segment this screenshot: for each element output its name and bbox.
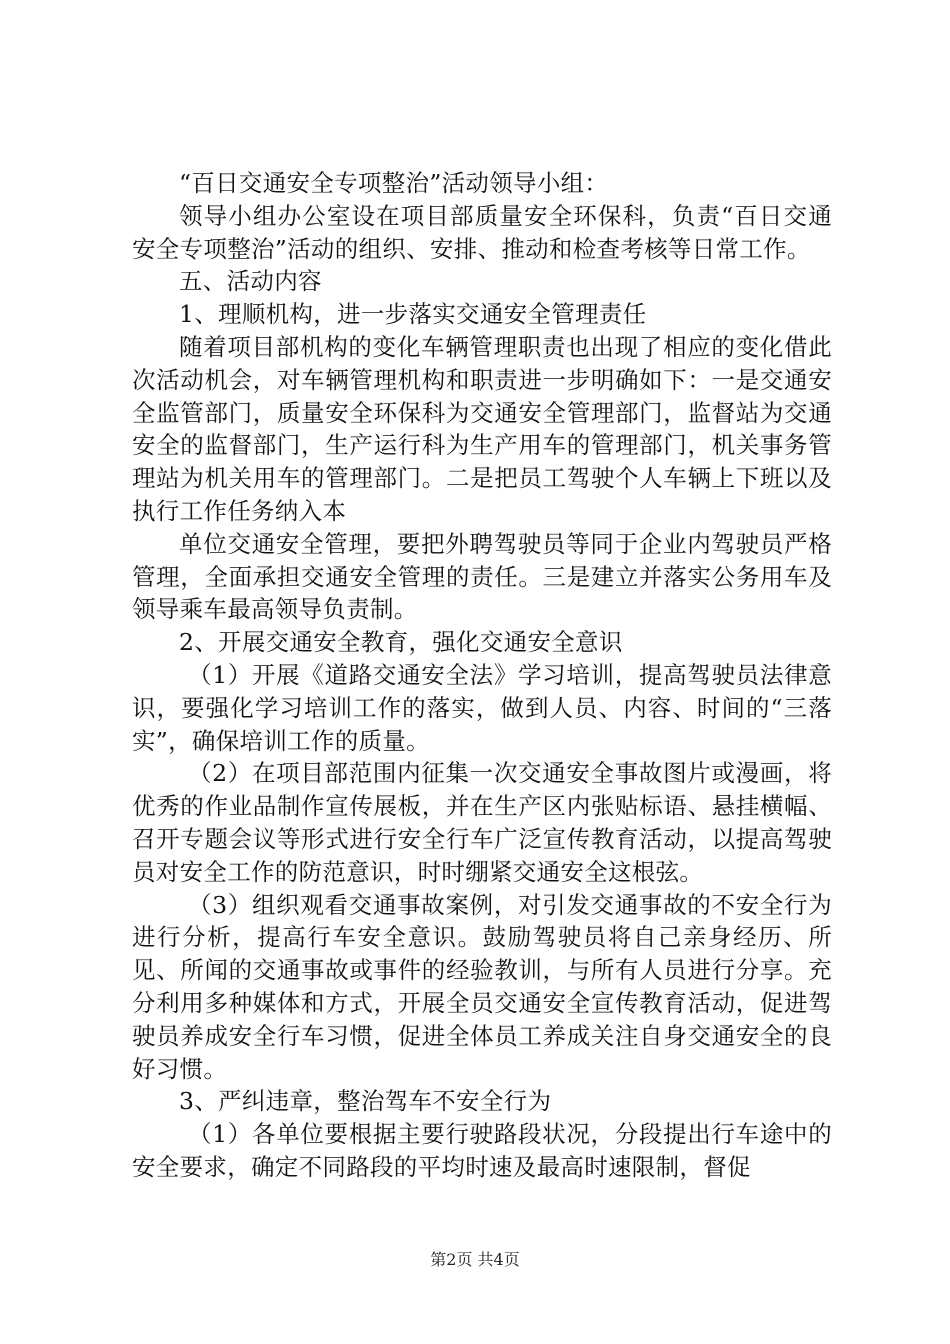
section-heading-activity-content: 五、活动内容: [179, 267, 322, 296]
subheading-organization: 1、理顺机构，进一步落实交通安全管理责任: [179, 300, 647, 329]
paragraph-office-duties: 领导小组办公室设在项目部质量安全环保科，负责“百日交通安全专项整治”活动的组织、安排、推动和检查考核等日常工作。: [132, 201, 832, 263]
paragraph-education-item-3: （3）组织观看交通事故案例，对引发交通事故的不安全行为进行分析，提高行车安全意识。鼓励驾驶员将自己亲身经历、所见、所闻的交通事故或事件的经验教训，与所有人员进行分享。充分利用多种媒体和方式，开展全员交通安全宣传教育活动，促进驾驶员养成安全行车习惯，促进全体员工养成关注自身交通安全的良好习惯。: [132, 890, 832, 1083]
paragraph-education-item-1: （1）开展《道路交通安全法》学习培训，提高驾驶员法律意识，要强化学习培训工作的落实，做到人员、内容、时间的“三落实”，确保培训工作的质量。: [132, 660, 832, 755]
page-number-footer: 第2页 共4页: [430, 1250, 520, 1269]
paragraph-education-item-2: （2）在项目部范围内征集一次交通安全事故图片或漫画，将优秀的作业品制作宣传展板，并在生产区内张贴标语、悬挂横幅、召开专题会议等形式进行安全行车广泛宣传教育活动，以提高驾驶员对安全工作的防范意识，时时绷紧交通安全这根弦。: [132, 759, 832, 886]
subheading-violations: 3、严纠违章，整治驾车不安全行为: [179, 1087, 552, 1116]
paragraph-leading-group-title: “百日交通安全专项整治”活动领导小组：: [179, 169, 609, 197]
document-body: [132, 167, 832, 1184]
paragraph-organization-details: 随着项目部机构的变化车辆管理职责也出现了相应的变化借此次活动机会，对车辆管理机构和职责进一步明确如下：一是交通安全监管部门，质量安全环保科为交通安全管理部门，监督站为交通安全的监督部门，生产运行科为生产用车的管理部门，机关事务管理站为机关用车的管理部门。二是把员工驾驶个人车辆上下班以及执行工作任务纳入本: [132, 332, 832, 525]
paragraph-unit-management: 单位交通安全管理，要把外聘驾驶员等同于企业内驾驶员严格管理，全面承担交通安全管理的责任。三是建立并落实公务用车及领导乘车最高领导负责制。: [132, 529, 832, 624]
subheading-safety-education: 2、开展交通安全教育，强化交通安全意识: [179, 628, 623, 657]
paragraph-violations-item-1: （1）各单位要根据主要行驶路段状况，分段提出行车途中的安全要求，确定不同路段的平均时速及最高时速限制，督促: [132, 1120, 832, 1181]
